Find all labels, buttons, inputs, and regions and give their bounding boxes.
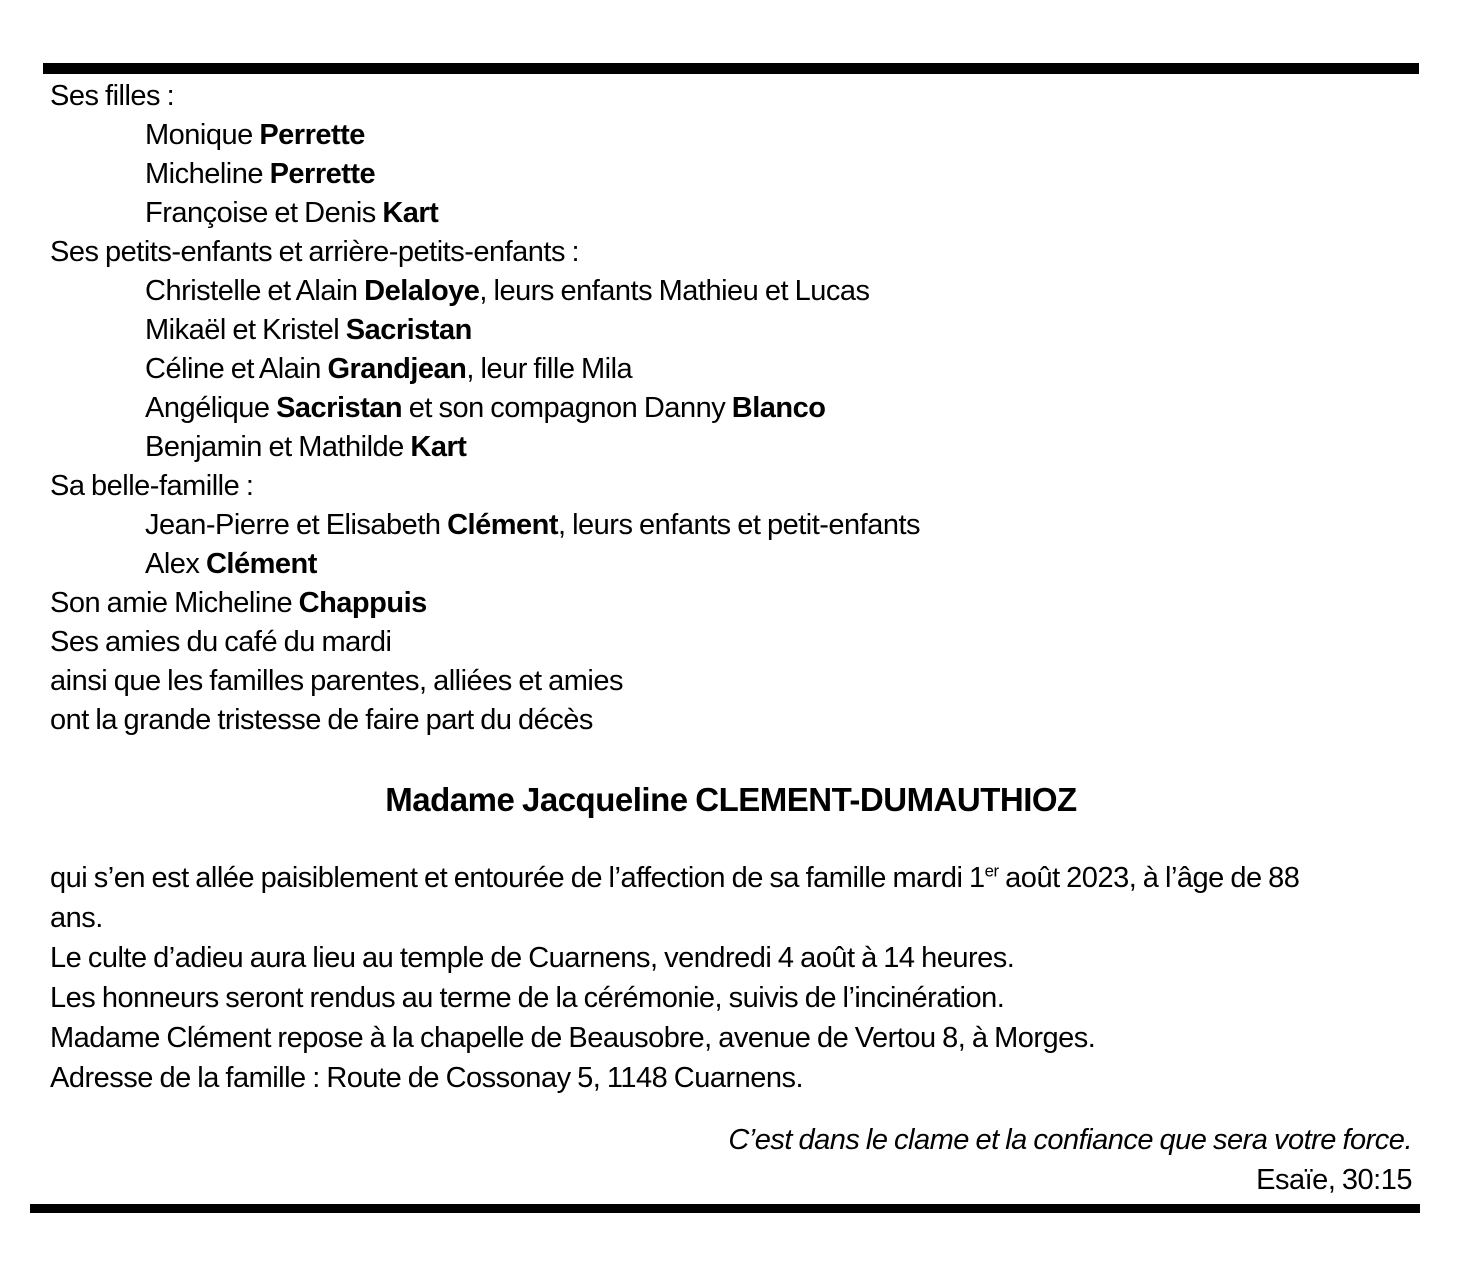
text-segment: Son amie Micheline xyxy=(50,587,299,619)
text-segment: ans. xyxy=(50,902,103,934)
text-line xyxy=(50,938,1412,978)
text-line xyxy=(50,233,1412,272)
top-rule xyxy=(43,63,1419,74)
family-name-bold: Perrette xyxy=(269,158,376,190)
text-line xyxy=(50,467,1412,506)
text-segment: ont la grande tristesse de faire part du décès xyxy=(50,704,593,736)
text-segment: et son compagnon Danny xyxy=(402,392,732,424)
family-name-bold: Clément xyxy=(447,509,558,541)
text-line xyxy=(50,623,1412,662)
scripture-quote: C’est dans le clame et la confiance que sera votre force. xyxy=(728,1124,1412,1156)
text-line xyxy=(50,506,1412,545)
text-segment: Sa belle-famille : xyxy=(50,470,254,502)
text-line xyxy=(50,194,1412,233)
text-line xyxy=(50,350,1412,389)
family-name-bold: Sacristan xyxy=(345,314,472,346)
text-segment: Christelle et Alain xyxy=(145,275,365,307)
family-name-bold: Kart xyxy=(410,431,467,463)
deceased-name-heading: Madame Jacqueline CLEMENT-DUMAUTHIOZ xyxy=(385,781,1077,818)
family-name-bold: Delaloye xyxy=(364,275,480,307)
text-segment: Ses petits-enfants et arrière-petits-enfants : xyxy=(50,236,580,268)
text-segment: Ses filles : xyxy=(50,80,175,112)
text-segment: , leur fille Mila xyxy=(466,353,633,385)
text-segment: Angélique xyxy=(145,392,277,424)
obituary-notice xyxy=(50,77,1412,1200)
text-segment: Mikaël et Kristel xyxy=(145,314,346,346)
scripture-quote-block xyxy=(50,1120,1412,1200)
text-segment: août 2023, à l’âge de 88 xyxy=(998,862,1300,894)
family-name-bold: Chappuis xyxy=(298,587,427,619)
text-segment: Céline et Alain xyxy=(145,353,328,385)
text-line xyxy=(50,77,1412,116)
text-segment: , leurs enfants Mathieu et Lucas xyxy=(479,275,870,307)
family-name-bold: Blanco xyxy=(731,392,826,424)
text-segment: Les honneurs seront rendus au terme de la cérémonie, suivis de l’incinération. xyxy=(50,982,1005,1014)
text-line xyxy=(50,155,1412,194)
text-segment: Le culte d’adieu aura lieu au temple de Cuarnens, vendredi 4 août à 14 heures. xyxy=(50,942,1015,974)
text-line xyxy=(50,858,1412,898)
funeral-details xyxy=(50,858,1412,1098)
family-name-bold: Clément xyxy=(205,548,317,580)
text-segment: Jean-Pierre et Elisabeth xyxy=(145,509,448,541)
text-line xyxy=(50,545,1412,584)
text-line xyxy=(50,272,1412,311)
text-segment: Ses amies du café du mardi xyxy=(50,626,392,658)
family-name-bold: Kart xyxy=(382,197,439,229)
scripture-reference: Esaïe, 30:15 xyxy=(1256,1164,1412,1196)
text-line xyxy=(50,701,1412,740)
text-line xyxy=(50,116,1412,155)
text-segment: Benjamin et Mathilde xyxy=(145,431,411,463)
text-segment: , leurs enfants et petit-enfants xyxy=(557,509,921,541)
family-list xyxy=(50,77,1412,740)
text-line xyxy=(50,1058,1412,1098)
text-line xyxy=(50,898,1412,938)
text-segment: Monique xyxy=(145,119,260,151)
text-segment: Micheline xyxy=(145,158,270,190)
text-line xyxy=(50,978,1412,1018)
text-line xyxy=(50,1018,1412,1058)
family-name-bold: Sacristan xyxy=(276,392,403,424)
text-line xyxy=(50,389,1412,428)
text-segment: Françoise et Denis xyxy=(145,197,383,229)
family-name-bold: Perrette xyxy=(259,119,365,151)
text-segment: ainsi que les familles parentes, alliées et amies xyxy=(50,665,623,697)
family-name-bold: Grandjean xyxy=(327,353,467,385)
text-segment: er xyxy=(984,861,999,881)
text-segment: qui s’en est allée paisiblement et entourée de l’affection de sa famille mardi 1 xyxy=(50,862,985,894)
text-segment: Alex xyxy=(145,548,206,580)
bottom-rule xyxy=(30,1204,1420,1213)
text-segment: Madame Clément repose à la chapelle de Beausobre, avenue de Vertou 8, à Morges. xyxy=(50,1022,1096,1054)
text-line xyxy=(50,428,1412,467)
text-line xyxy=(50,311,1412,350)
text-segment: Adresse de la famille : Route de Cossonay 5, 1148 Cuarnens. xyxy=(50,1062,804,1094)
text-line xyxy=(50,584,1412,623)
text-line xyxy=(50,662,1412,701)
